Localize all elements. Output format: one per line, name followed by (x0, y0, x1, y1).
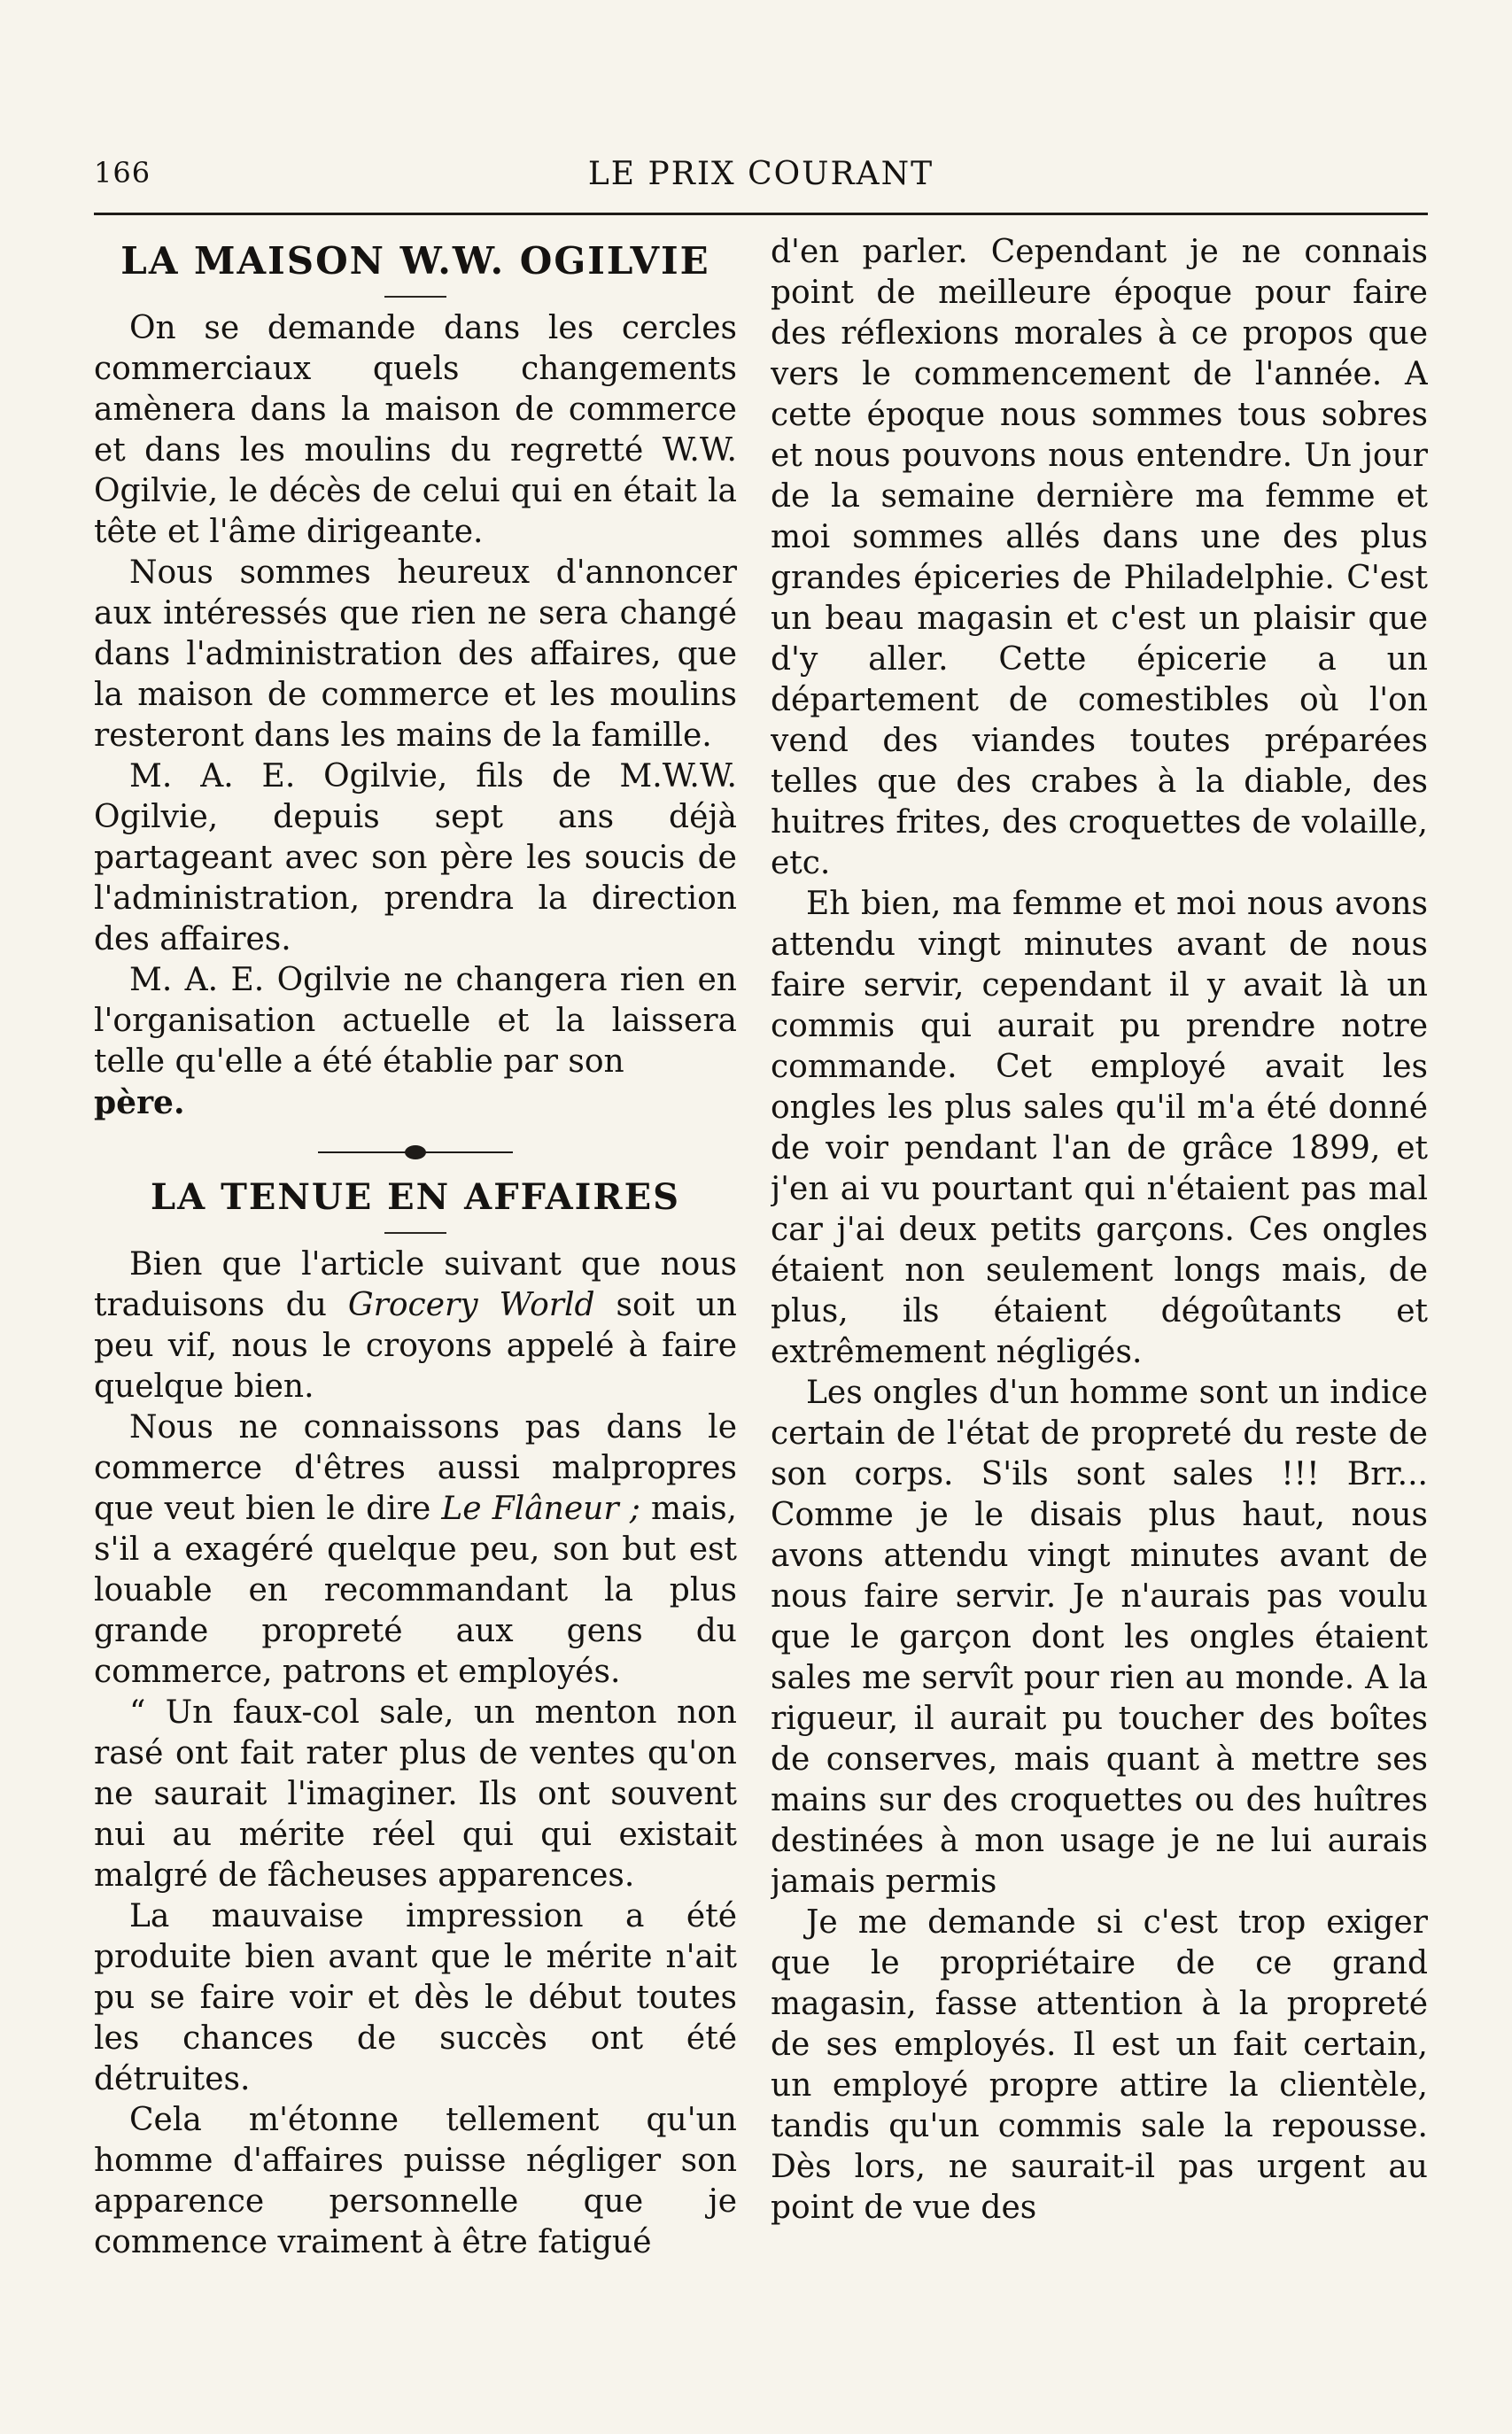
section-ornament (318, 1143, 513, 1161)
title-divider (384, 296, 446, 298)
article-title-ogilvie: LA MAISON W.W. OGILVIE (120, 239, 710, 283)
article-paragraph: Bien que l'article suivant que nous traduisons du Grocery World soit un peu vif, nous le croyons appelé à faire quelque bien. (94, 1246, 737, 1405)
italic-title: Le Flâneur ; (441, 1491, 640, 1527)
italic-title: Grocery World (347, 1287, 595, 1323)
left-column (94, 232, 737, 2402)
title-divider (384, 1232, 446, 1234)
article-paragraph: La mauvaise impression a été produite bien avant que le mérite n'ait pu se faire voir et dès le début toutes les chances de succès ont été détruites. (94, 1898, 737, 2097)
right-column (771, 232, 1428, 2402)
article-title-tenue: LA TENUE EN AFFAIRES (150, 1176, 681, 1218)
article-paragraph: On se demande dans les cercles commerciaux quels changements amènera dans la maison de commerce et dans les moulins du regretté W.W. Ogilvie, le décès de celui qui en était la tête et l'âme dirigeante. (94, 310, 737, 550)
article-paragraph-end (94, 1082, 737, 1124)
article-paragraph: Nous ne connaissons pas dans le commerce d'êtres aussi malpropres que veut bien le dire Le Flâneur ; mais, s'il a exagéré quelque peu, son but est louable en recommandant la plus grande propreté aux gens du commerce, patrons et employés. (94, 1409, 737, 1690)
article-paragraph: d'en parler. Cependant je ne connais point de meilleure époque pour faire des réflexions morales à ce propos que vers le commencement de l'année. A cette époque nous sommes tous sobres et nous pouvons nous entendre. Un jour de la semaine dernière ma femme et moi sommes allés dans une des plus grandes épiceries de Philadelphie. C'est un beau magasin et c'est un plaisir que d'y aller. Cette épicerie a un département de comestibles où l'on vend des viandes toutes préparées telles que des crabes à la diable, des huitres frites, des croquettes de volaille, etc. (771, 234, 1428, 881)
article-paragraph: Cela m'étonne tellement qu'un homme d'affaires puisse négliger son apparence personnelle que je commence vraiment à être fatigué (94, 2102, 737, 2260)
article-paragraph: Nous sommes heureux d'annoncer aux intéressés que rien ne sera changé dans l'administration des affaires, que la maison de commerce et les moulins resteront dans les mains de la famille. (94, 554, 737, 754)
article-paragraph: M. A. E. Ogilvie, fils de M.W.W. Ogilvie, depuis sept ans déjà partageant avec son père les soucis de l'administration, prendra la direction des affaires. (94, 758, 737, 957)
header-rule (94, 213, 1428, 215)
last-word: père. (94, 1084, 185, 1121)
article-paragraph: Les ongles d'un homme sont un indice certain de l'état de propreté du reste de son corps. S'ils sont sales !!! Brr... Comme je le disais plus haut, nous avons attendu vingt minutes avant de nous faire servir. Je n'aurais pas voulu que le garçon dont les ongles étaient sales me servît pour rien au monde. A la rigueur, il aurait pu toucher des boîtes de conserves, mais quant à mettre ses mains sur des croquettes ou des huîtres destinées à mon usage je ne lui aurais jamais permis (771, 1375, 1428, 1900)
article-paragraph: Eh bien, ma femme et moi nous avons attendu vingt minutes avant de nous faire servir, cependant il y avait là un commis qui aurait pu prendre notre commande. Cet employé avait les ongles les plus sales qu'il m'a été donné de voir pendant l'an de grâce 1899, et j'en ai vu pourtant qui n'étaient pas mal car j'ai deux petits garçons. Ces ongles étaient non seulement longs mais, de plus, ils étaient dégoûtants et extrêmement négligés. (771, 886, 1428, 1370)
article-paragraph: “ Un faux-col sale, un menton non rasé ont fait rater plus de ventes qu'on ne saurait l'imaginer. Ils ont souvent nui au mérite réel qui qui existait malgré de fâcheuses apparences. (94, 1694, 737, 1894)
page-number: 166 (94, 156, 151, 190)
article-paragraph: Je me demande si c'est trop exiger que le propriétaire de ce grand magasin, fasse attention à la propreté de ses employés. Il est un fait certain, un employé propre attire la clientèle, tandis qu'un commis sale la repousse. Dès lors, ne saurait-il pas urgent au point de vue des (771, 1904, 1428, 2226)
article-paragraph: M. A. E. Ogilvie ne changera rien en l'organisation actuelle et la laissera telle qu'elle a été établie par son (94, 962, 737, 1080)
running-title: LE PRIX COURANT (587, 156, 934, 192)
page-header (94, 156, 1428, 200)
